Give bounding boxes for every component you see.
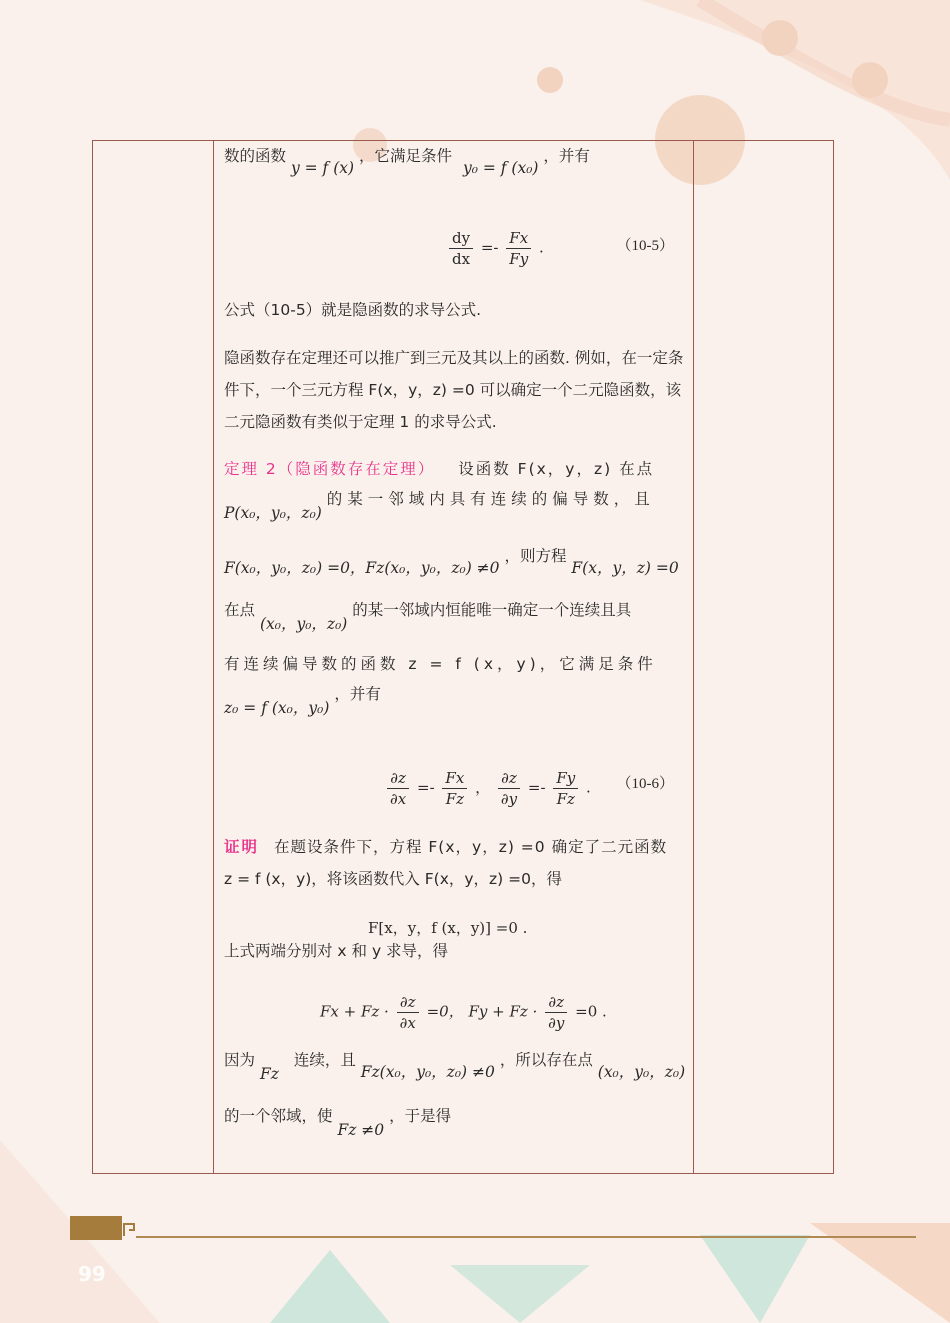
equation-10-6	[384, 768, 591, 809]
equation-composite: F[x，y，f (x，y)] =0 .	[368, 919, 528, 937]
denominator: Fy	[509, 250, 529, 268]
column-divider-right	[693, 141, 694, 1173]
numerator: dy	[449, 228, 473, 249]
formula: (x₀，y₀，z₀)	[597, 1063, 686, 1081]
punctuation: .	[538, 238, 544, 257]
theorem-line-6	[224, 678, 688, 717]
text: z = f (x，y)，将该函数代入 F(x，y，z) =0，得	[224, 870, 562, 888]
formula: Fz ≠0	[337, 1121, 385, 1139]
numerator: Fy	[553, 768, 578, 789]
denominator: Fz	[445, 790, 465, 808]
operator: =-	[480, 238, 499, 257]
proof-line-1	[224, 831, 688, 863]
numerator: ∂z	[498, 768, 520, 789]
numerator: Fx	[442, 768, 467, 789]
text: 的某一邻域内具有连续的偏导数，且	[326, 490, 655, 508]
text: 因为	[224, 1051, 256, 1069]
text-line-1	[224, 140, 688, 177]
page-number: 99	[78, 1262, 106, 1286]
equation-number: （10-6）	[616, 776, 674, 792]
text: 连续，且	[293, 1051, 356, 1069]
theorem-line-2	[224, 483, 688, 522]
formula: y₀ = f (x₀)	[462, 159, 539, 177]
formula: z₀ = f (x₀，y₀)	[224, 699, 330, 717]
denominator: Fz	[556, 790, 575, 808]
text: 数的函数	[224, 147, 287, 165]
denominator: dx	[452, 250, 471, 268]
numerator: ∂z	[545, 992, 567, 1013]
text: 在点	[224, 601, 256, 619]
formula: =0 .	[575, 1002, 607, 1021]
theorem-title: 定理 2（隐函数存在定理）	[224, 460, 436, 478]
footer-bar	[70, 1216, 122, 1240]
equation-10-5	[446, 228, 544, 269]
formula: =0， Fy + Fz ·	[426, 1002, 538, 1021]
footer-rule	[136, 1236, 916, 1238]
text: 上式两端分别对 x 和 y 求导，得	[224, 942, 449, 960]
numerator: Fx	[506, 228, 531, 249]
operator: =-	[417, 778, 435, 797]
theorem-line-1	[224, 453, 688, 485]
theorem-line-4	[224, 594, 688, 633]
proof-title: 证明	[224, 838, 260, 856]
text: ，它满足条件	[359, 147, 453, 165]
formula: F(x，y，z) =0	[571, 559, 679, 577]
text: ，则方程	[504, 547, 567, 565]
paragraph: 隐函数存在定理还可以推广到三元及其以上的函数. 例如，在一定条件下，一个三元方程 F(x，y，z) =0 可以确定一个二元隐函数，该二元隐函数有类似于定理 1 的求导公式.	[224, 349, 684, 431]
operator: =-	[527, 778, 546, 797]
paragraph: 公式（10-5）就是隐函数的求导公式.	[224, 301, 482, 319]
punctuation: ，	[475, 778, 491, 797]
formula: Fx + Fz ·	[320, 1002, 389, 1021]
text: ，所以存在点	[499, 1051, 593, 1069]
text: ，并有	[334, 685, 381, 703]
numerator: ∂z	[397, 992, 419, 1013]
last-line	[224, 1100, 688, 1139]
because-line	[224, 1044, 688, 1083]
text: 有连续偏导数的函数 z = f (x，y)，它满足条件	[224, 655, 657, 673]
denominator: ∂x	[390, 790, 407, 808]
formula: y = f (x)	[290, 159, 355, 177]
text: 的一个邻域，使	[224, 1107, 333, 1125]
text: ，并有	[543, 147, 590, 165]
formula: Fz	[259, 1065, 279, 1083]
numerator: ∂z	[387, 768, 409, 789]
text: 的某一邻域内恒能唯一确定一个连续且具	[352, 601, 632, 619]
formula: (x₀，y₀，z₀)	[259, 615, 348, 633]
denominator: ∂y	[500, 790, 518, 808]
punctuation: .	[585, 778, 591, 797]
equation-partials	[320, 992, 607, 1033]
formula: Fz(x₀，y₀，z₀) ≠0	[360, 1063, 495, 1081]
formula: P(x₀，y₀，z₀)	[224, 504, 322, 522]
text: ，于是得	[389, 1107, 452, 1125]
denominator: ∂y	[548, 1014, 565, 1032]
text: 在题设条件下，方程 F(x，y，z) =0 确定了二元函数	[273, 838, 668, 856]
column-divider-left	[213, 141, 214, 1173]
text: 设函数 F(x，y，z) 在点	[458, 460, 655, 478]
theorem-line-3	[224, 540, 688, 577]
equation-number: （10-5）	[616, 238, 674, 254]
denominator: ∂x	[399, 1014, 416, 1032]
formula: F(x₀，y₀，z₀) =0，Fz(x₀，y₀，z₀) ≠0	[224, 559, 500, 577]
